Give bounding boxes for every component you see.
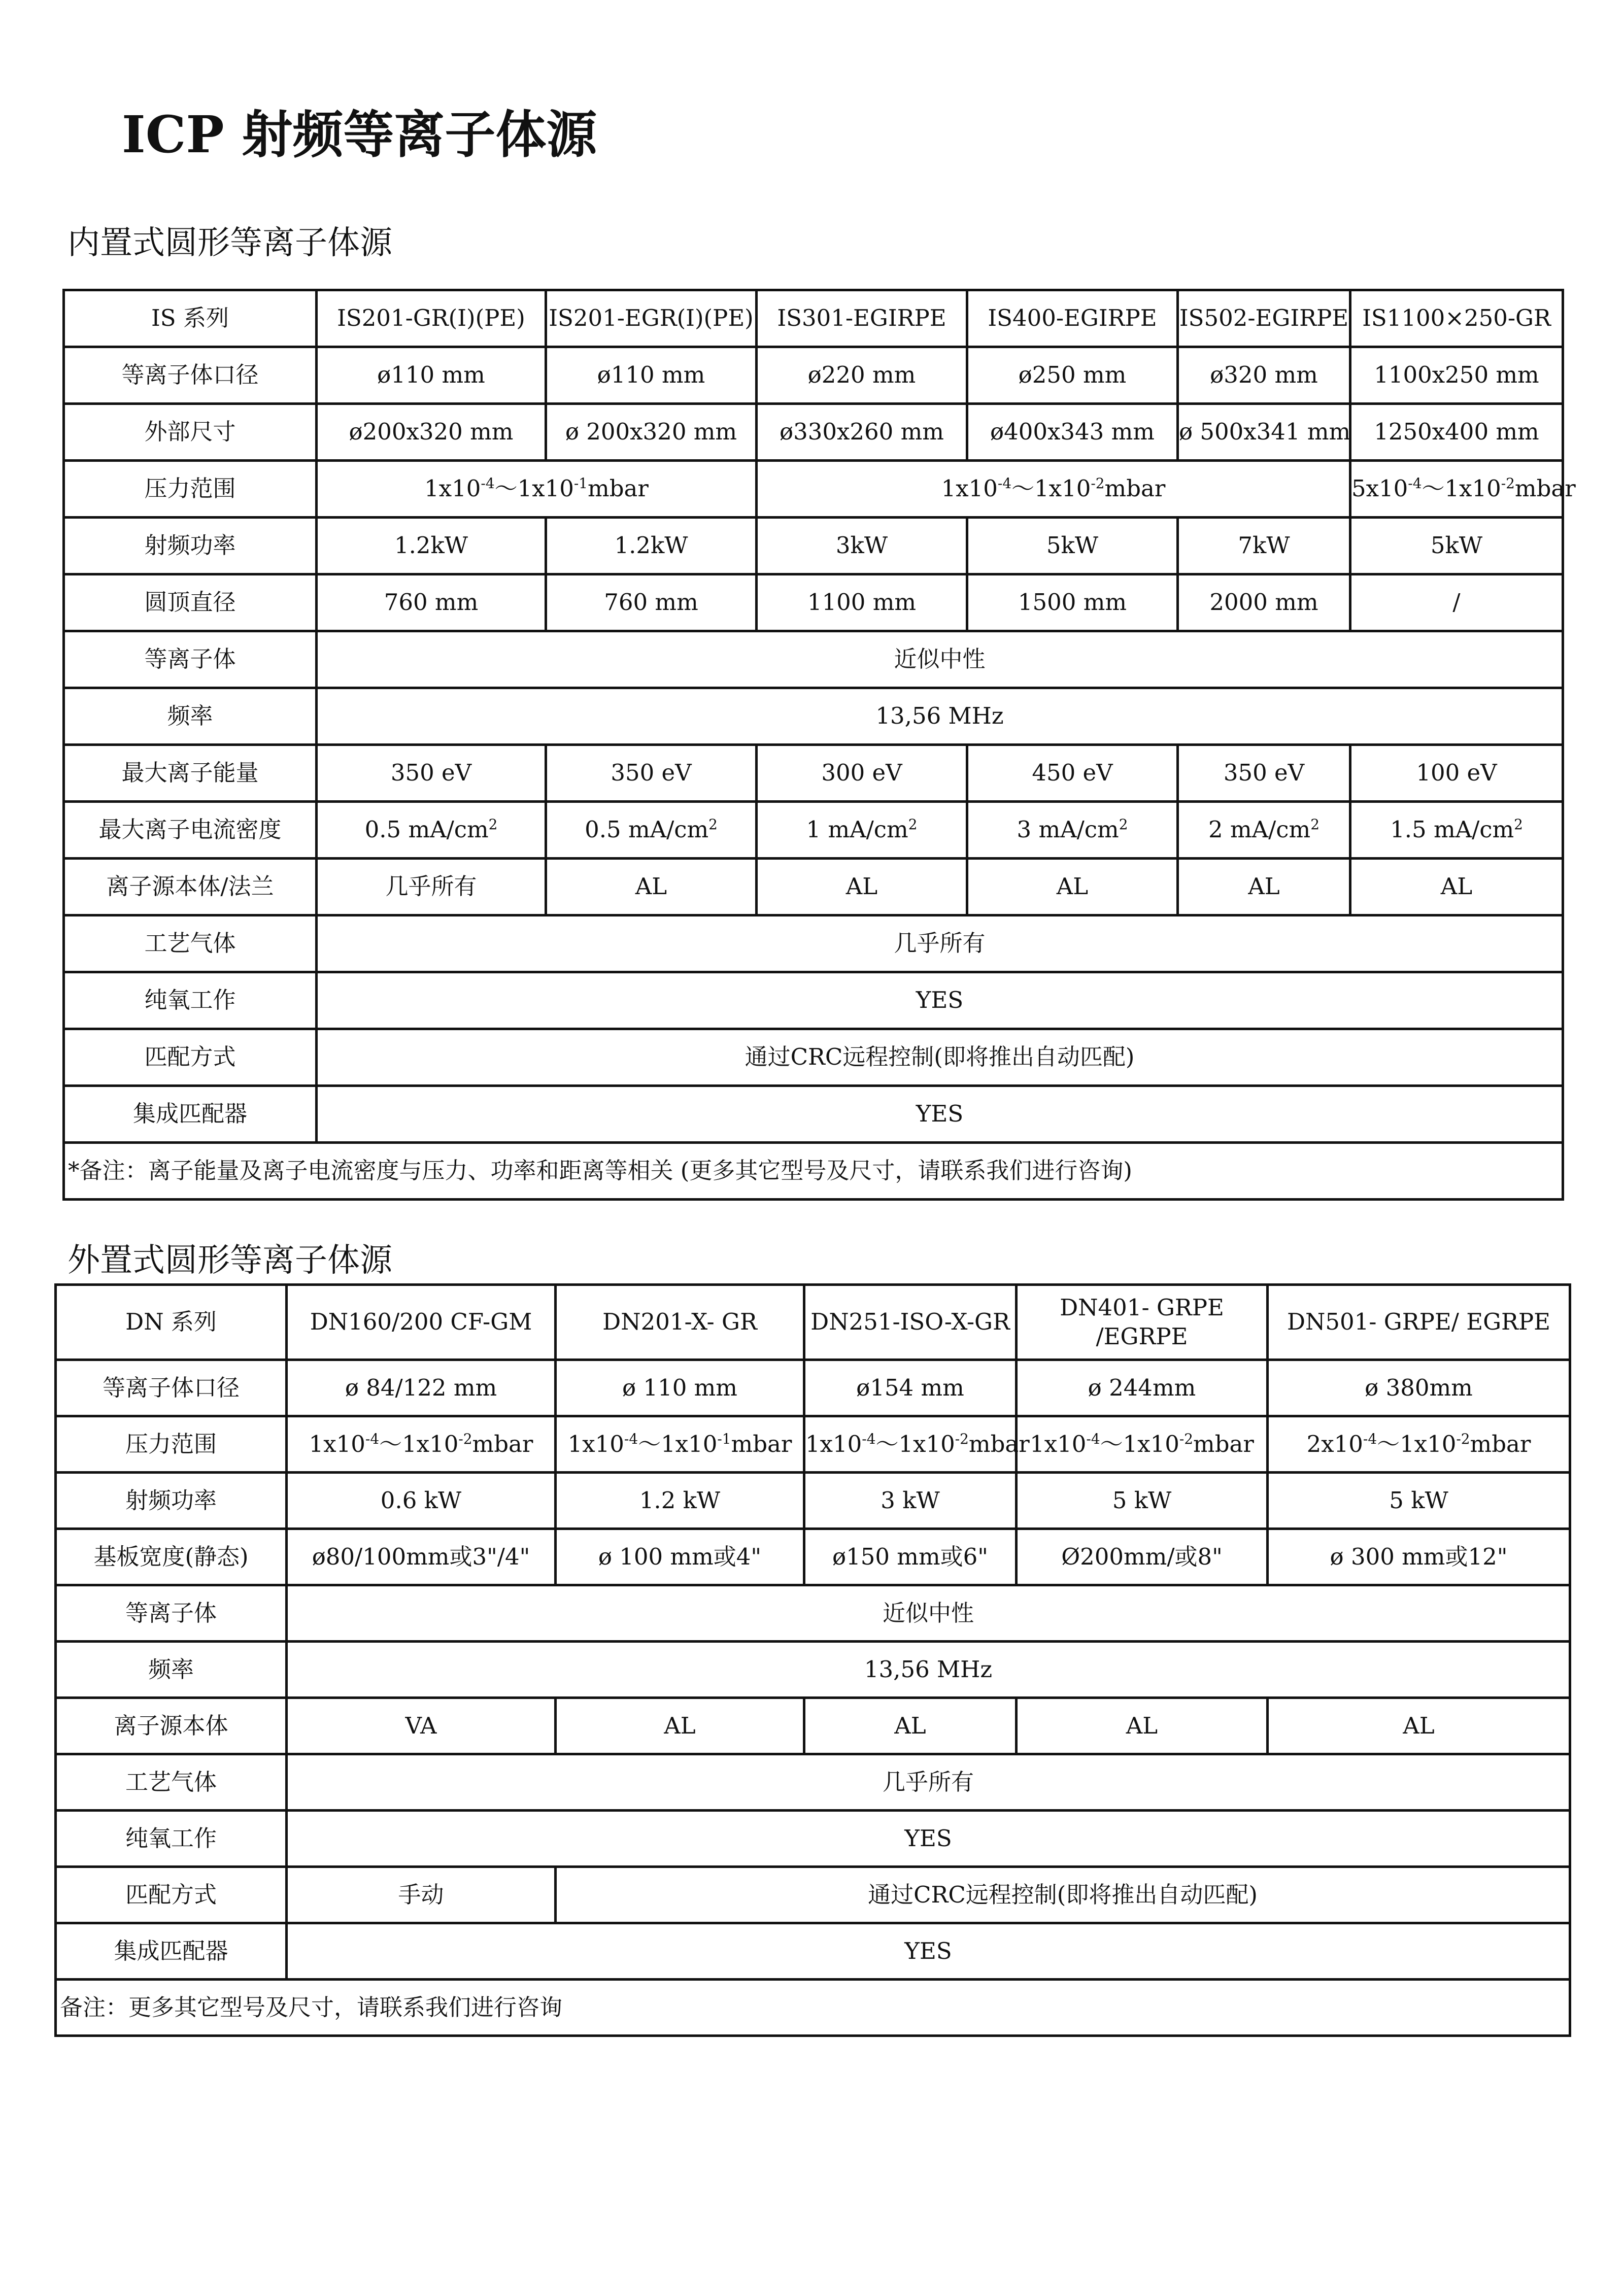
pressure-cell: $1x10^{-4}\sim 1x10^{-2}mbar$ [1017,1416,1268,1473]
table-cell: 2000 mm [1178,574,1350,631]
table-cell: YES [287,1923,1570,1980]
table-note: 备注：更多其它型号及尺寸，请联系我们进行咨询 [56,1980,1570,2036]
table-cell: YES [317,1086,1563,1143]
series-label: DN 系列 [56,1285,287,1360]
table-row [64,631,1563,688]
model-header: IS301-EGIRPE [757,290,967,347]
table-row [64,915,1563,972]
table-row [64,745,1563,802]
table-cell: AL [1017,1698,1268,1754]
table-row [64,347,1563,404]
table-cell: 3kW [757,518,967,574]
row-label: 匹配方式 [64,1029,317,1086]
table-cell: Ø200mm/或8" [1017,1529,1268,1585]
model-header: DN401- GRPE /EGRPE [1017,1285,1268,1360]
table-cell: 1100 mm [757,574,967,631]
row-label: 等离子体口径 [64,347,317,404]
table-cell: 手动 [287,1867,556,1923]
table-cell: ø 84/122 mm [287,1360,556,1416]
row-label: 最大离子电流密度 [64,802,317,859]
model-header: IS201-GR(I)(PE) [317,290,546,347]
table-cell: / [1350,574,1563,631]
table-cell: AL [967,859,1178,915]
table-cell: YES [287,1811,1570,1867]
table-cell: 几乎所有 [317,915,1563,972]
table-cell: AL [757,859,967,915]
table-cell: ø 110 mm [556,1360,804,1416]
table-cell: 0.5 $mA/cm^2$ [546,802,757,859]
table-cell: 5 kW [1268,1473,1570,1529]
row-label: 匹配方式 [56,1867,287,1923]
table-row [64,574,1563,631]
row-label: 基板宽度(静态) [56,1529,287,1585]
table-row [64,802,1563,859]
table-cell: ø 300 mm或12" [1268,1529,1570,1585]
table-cell: 1500 mm [967,574,1178,631]
row-label: 射频功率 [64,518,317,574]
model-header: IS201-EGR(I)(PE) [546,290,757,347]
table-row [64,1143,1563,1200]
table-cell: 5kW [967,518,1178,574]
table-cell: 13,56 MHz [287,1642,1570,1698]
table-cell: ø 500x341 mm [1178,404,1350,461]
table-row [64,1086,1563,1143]
table-row [56,1360,1570,1416]
section2-heading: 外置式圆形等离子体源 [67,1242,392,1279]
table-cell: ø 200x320 mm [546,404,757,461]
table-cell: 1 $mA/cm^2$ [757,802,967,859]
table-cell: ø400x343 mm [967,404,1178,461]
table-row [56,1923,1570,1980]
row-label: 等离子体 [56,1585,287,1642]
table-row [64,972,1563,1029]
row-label: 集成匹配器 [56,1923,287,1980]
table-cell: 13,56 MHz [317,688,1563,745]
table-cell: ø110 mm [546,347,757,404]
table-row [56,1698,1570,1754]
table-cell: ø 380mm [1268,1360,1570,1416]
table-row [64,688,1563,745]
row-label: 纯氧工作 [64,972,317,1029]
table-row [64,290,1563,347]
table-cell: ø150 mm或6" [804,1529,1017,1585]
row-label: 射频功率 [56,1473,287,1529]
row-label: 压力范围 [56,1416,287,1473]
table-cell: AL [1178,859,1350,915]
table-cell: 几乎所有 [317,859,546,915]
table-cell: ø330x260 mm [757,404,967,461]
table-cell: ø80/100mm或3"/4" [287,1529,556,1585]
table-cell: 0.5 $mA/cm^2$ [317,802,546,859]
table-cell: 7kW [1178,518,1350,574]
section1-heading: 内置式圆形等离子体源 [67,224,392,262]
table-cell: 2 $mA/cm^2$ [1178,802,1350,859]
row-label: 外部尺寸 [64,404,317,461]
table-cell: ø250 mm [967,347,1178,404]
table-cell: 760 mm [317,574,546,631]
row-label: 频率 [64,688,317,745]
table-row [56,1529,1570,1585]
table-cell: ø 244mm [1017,1360,1268,1416]
table-row [64,461,1563,518]
table-cell: 通过CRC远程控制(即将推出自动匹配) [556,1867,1570,1923]
table-row [56,1642,1570,1698]
table-cell: AL [546,859,757,915]
row-label: 离子源本体/法兰 [64,859,317,915]
table-cell: 1.2 kW [556,1473,804,1529]
table-cell: AL [804,1698,1017,1754]
table-cell: ø200x320 mm [317,404,546,461]
pressure-cell: $1x10^{-4}\sim 1x10^{-1}mbar$ [317,461,757,518]
table-row [56,1754,1570,1811]
table-cell: AL [1268,1698,1570,1754]
row-label: 等离子体口径 [56,1360,287,1416]
table-cell: 1250x400 mm [1350,404,1563,461]
table-cell: AL [556,1698,804,1754]
table-cell: VA [287,1698,556,1754]
table-cell: 450 eV [967,745,1178,802]
row-label: 集成匹配器 [64,1086,317,1143]
table-cell: 350 eV [546,745,757,802]
pressure-cell: $1x10^{-4}\sim 1x10^{-2}mbar$ [287,1416,556,1473]
model-header: IS1100×250-GR [1350,290,1563,347]
series-label: IS 系列 [64,290,317,347]
table-cell: ø320 mm [1178,347,1350,404]
model-header: DN160/200 CF-GM [287,1285,556,1360]
page-title: ICP 射频等离子体源 [122,105,597,164]
table-cell: ø110 mm [317,347,546,404]
pressure-cell: $1x10^{-4}\sim 1x10^{-2}mbar$ [804,1416,1017,1473]
table-cell: AL [1350,859,1563,915]
row-label: 压力范围 [64,461,317,518]
table-row [56,1867,1570,1923]
table-cell: 1.5 $mA/cm^2$ [1350,802,1563,859]
table-row [64,518,1563,574]
table-cell: YES [317,972,1563,1029]
table-row [56,1811,1570,1867]
table-cell: 350 eV [317,745,546,802]
table-row [56,1285,1570,1360]
model-header: DN501- GRPE/ EGRPE [1268,1285,1570,1360]
table-row [56,1416,1570,1473]
table-cell: 350 eV [1178,745,1350,802]
internal-source-table [62,289,1576,1201]
table-cell: 1.2kW [546,518,757,574]
table-note: *备注：离子能量及离子电流密度与压力、功率和距离等相关 (更多其它型号及尺寸，请联系我们进行咨询) [64,1143,1563,1200]
table-cell: ø154 mm [804,1360,1017,1416]
table-cell: 0.6 kW [287,1473,556,1529]
table-cell: 近似中性 [287,1585,1570,1642]
table-cell: 几乎所有 [287,1754,1570,1811]
table-cell: 5kW [1350,518,1563,574]
model-header: DN201-X- GR [556,1285,804,1360]
row-label: 最大离子能量 [64,745,317,802]
table-cell: 300 eV [757,745,967,802]
table-cell: ø 100 mm或4" [556,1529,804,1585]
table-cell: 近似中性 [317,631,1563,688]
pressure-cell: $5x10^{-4}\sim 1x10^{-2}mbar$ [1350,461,1563,518]
row-label: 离子源本体 [56,1698,287,1754]
table-cell: 3 kW [804,1473,1017,1529]
pressure-cell: $1x10^{-4}\sim 1x10^{-2}mbar$ [757,461,1350,518]
table-cell: 100 eV [1350,745,1563,802]
table-row [56,1585,1570,1642]
table-cell: 3 $mA/cm^2$ [967,802,1178,859]
external-source-table [54,1283,1571,2037]
table-cell: 760 mm [546,574,757,631]
table-row [56,1980,1570,2036]
table-row [56,1473,1570,1529]
model-header: IS502-EGIRPE [1178,290,1350,347]
table-cell: ø220 mm [757,347,967,404]
row-label: 频率 [56,1642,287,1698]
table-cell: 1100x250 mm [1350,347,1563,404]
table-row [64,1029,1563,1086]
pressure-cell: $2x10^{-4}\sim 1x10^{-2}mbar$ [1268,1416,1570,1473]
model-header: IS400-EGIRPE [967,290,1178,347]
table-row [64,404,1563,461]
pressure-cell: $1x10^{-4}\sim 1x10^{-1}mbar$ [556,1416,804,1473]
table-cell: 1.2kW [317,518,546,574]
row-label: 圆顶直径 [64,574,317,631]
table-cell: 通过CRC远程控制(即将推出自动匹配) [317,1029,1563,1086]
table-cell: 5 kW [1017,1473,1268,1529]
row-label: 等离子体 [64,631,317,688]
model-header: DN251-ISO-X-GR [804,1285,1017,1360]
table-row [64,859,1563,915]
row-label: 工艺气体 [56,1754,287,1811]
row-label: 纯氧工作 [56,1811,287,1867]
row-label: 工艺气体 [64,915,317,972]
